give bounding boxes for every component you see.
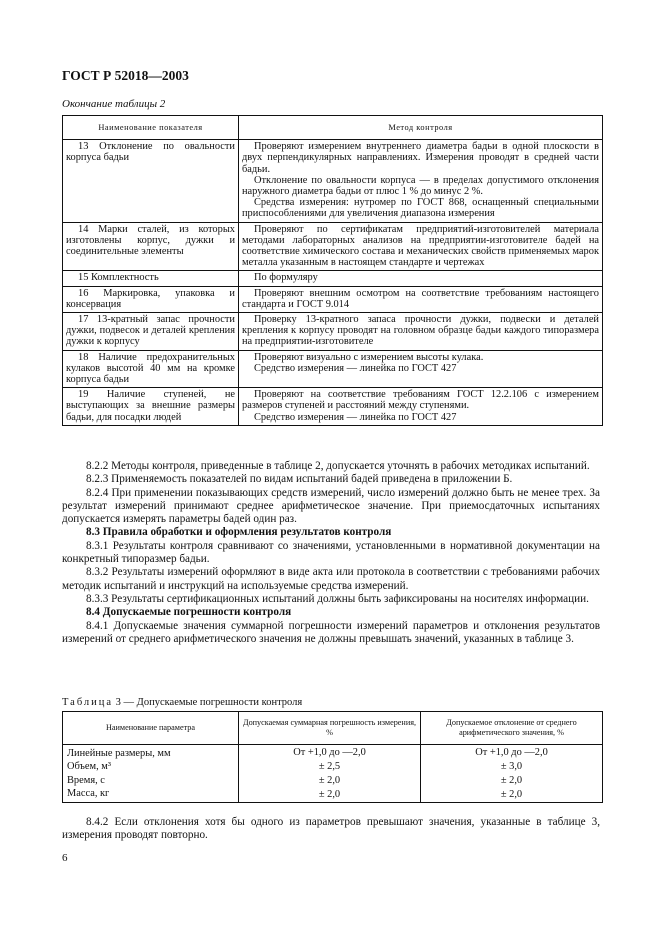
error-value: ± 2,0	[239, 774, 421, 787]
table3-caption-word: Таблица	[62, 697, 114, 708]
param-name: Объем, м³	[63, 760, 239, 773]
table-row	[63, 140, 603, 222]
table-row	[63, 760, 603, 773]
paragraph-8-2-4: 8.2.4 При применении показывающих средств измерений, число измерений должно быть не менее трех. За результат измерений принимают среднее арифметическое значение. При приемосдаточных испытаниях допускается измерять параметры бадей один раз.	[62, 486, 600, 526]
table-row	[63, 388, 603, 426]
section-8-2-text	[62, 460, 600, 646]
paragraph-8-2-2: 8.2.2 Методы контроля, приведенные в таблице 2, допускается уточнять в рабочих методиках испытаний.	[86, 460, 590, 472]
table-row	[63, 787, 603, 803]
table-row	[63, 271, 603, 286]
table2	[62, 115, 603, 426]
param-name: 19 Наличие ступеней, не выступающих за внешние размеры бадьи, для посадки людей	[63, 388, 239, 426]
control-method: Проверяют визуально с измерением высоты кулака. Средство измерения — линейка по ГОСТ 427	[239, 350, 603, 388]
control-method: По формуляру	[239, 271, 603, 286]
table-row	[63, 774, 603, 787]
deviation-value: От +1,0 до —2,0	[421, 745, 603, 761]
table3-caption	[62, 697, 302, 708]
paragraph-8-3-2: 8.3.2 Результаты измерений оформляют в виде акта или протокола в соответствии с требованиями рабочих методик испытаний и инструкций на используемые средства измерений.	[62, 566, 600, 592]
table3	[62, 711, 603, 803]
table3-col3-header: Допускаемое отклонение от среднего арифметического значения, %	[421, 712, 603, 745]
table-row	[63, 745, 603, 761]
param-name: 17 13-кратный запас прочности дужки, подвесок и деталей крепления дужки к корпусу	[63, 313, 239, 351]
control-method: Проверяют внешним осмотром на соответствие требованиям настоящего стандарта и ГОСТ 9.014	[239, 286, 603, 312]
page-number: 6	[62, 852, 68, 864]
table3-caption-text: 3 — Допускаемые погрешности контроля	[115, 697, 303, 708]
control-method: Проверку 13-кратного запаса прочности дужки, подвески и деталей крепления к корпусу проводят на головном образце бадьи каждого типоразмера на предприятии-изготовителе	[239, 313, 603, 351]
document-header: ГОСТ Р 52018—2003	[62, 68, 189, 83]
table3-col1-header: Наименование параметра	[63, 712, 239, 745]
table-row	[63, 286, 603, 312]
table3-col2-header: Допускаемая суммарная погрешность измерения, %	[239, 712, 421, 745]
table-row	[63, 350, 603, 388]
param-name: Масса, кг	[63, 787, 239, 803]
error-value: ± 2,5	[239, 760, 421, 773]
param-name: 15 Комплектность	[63, 271, 239, 286]
deviation-value: ± 2,0	[421, 774, 603, 787]
error-value: От +1,0 до —2,0	[239, 745, 421, 761]
param-name: 14 Марки сталей, из которых изготовлены корпус, дужки и соединительные элементы	[63, 222, 239, 271]
table2-caption: Окончание таблицы 2	[62, 98, 166, 110]
error-value: ± 2,0	[239, 787, 421, 803]
control-method: Проверяют по сертификатам предприятий-изготовителей материала методами лабораторных анализов на предприятии-изготовителе бадей на соответствие химического состава и механических свойств применяемых марок металла указанным в настоящем стандарте и чертежах	[239, 222, 603, 271]
table2-col2-header: Метод контроля	[239, 116, 603, 140]
paragraph-8-4-1: 8.4.1 Допускаемые значения суммарной погрешности измерений параметров и отклонения результатов измерений от среднего арифметического значения не должны превышать значений, указанных в таблице 3.	[62, 619, 600, 645]
param-name: 18 Наличие предохранительных кулаков высотой 40 мм на кромке корпуса бадьи	[63, 350, 239, 388]
param-name: Время, с	[63, 774, 239, 787]
paragraph-8-4-2: 8.4.2 Если отклонения хотя бы одного из параметров превышают значения, указанные в таблице 3, измерения проводят повторно.	[62, 816, 600, 842]
heading-8-3: 8.3 Правила обработки и оформления результатов контроля	[86, 526, 392, 539]
param-name: Линейные размеры, мм	[63, 745, 239, 761]
param-name: 13 Отклонение по овальности корпуса бадьи	[63, 140, 239, 222]
deviation-value: ± 3,0	[421, 760, 603, 773]
paragraph-8-2-3: 8.2.3 Применяемость показателей по видам испытаний бадей приведена в приложении Б.	[86, 473, 513, 486]
param-name: 16 Маркировка, упаковка и консервация	[63, 286, 239, 312]
table-row	[63, 313, 603, 351]
control-method: Проверяют на соответствие требованиям ГОСТ 12.2.106 с измерением размеров ступеней и расстояний между ступенями. Средство измерения — линейка по ГОСТ 427	[239, 388, 603, 426]
section-8-4-2-text	[62, 816, 600, 843]
paragraph-8-3-1: 8.3.1 Результаты контроля сравнивают со значениями, установленными в нормативной документации на конкретный типоразмер бадьи.	[62, 539, 600, 566]
table2-col1-header: Наименование показателя	[63, 116, 239, 140]
control-method: Проверяют измерением внутреннего диаметра бадьи в одной плоскости в двух перпендикулярных направлениях. Измерения проводят в средней части бадьи. Отклонение по овальности корпуса — в пределах допустимого отклонения наружного диаметра бадьи от плюс 1 % до минус 2 %. Средства измерения: нутромер по ГОСТ 868, оснащенный специальными приспособлениями для увеличения диапазона измерения	[239, 140, 603, 222]
paragraph-8-3-3: 8.3.3 Результаты сертификационных испытаний должны быть зафиксированы на носителях информации.	[86, 592, 589, 605]
heading-8-4: 8.4 Допускаемые погрешности контроля	[86, 606, 292, 619]
deviation-value: ± 2,0	[421, 787, 603, 803]
table-row	[63, 222, 603, 271]
